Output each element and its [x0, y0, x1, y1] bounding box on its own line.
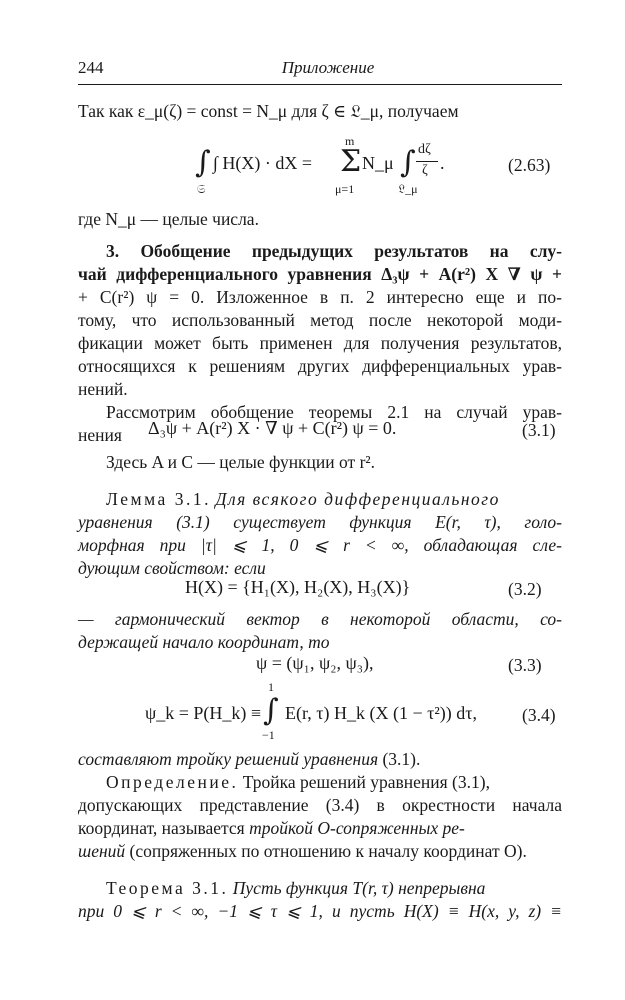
- paragraph-entire-functions: Здесь A и C — целые функции от r².: [106, 452, 376, 472]
- section-heading: 3. Обобщение предыдущих результатов на слу-: [106, 241, 562, 261]
- definition-line: Определение. Тройка решений уравнения (3.1),: [106, 772, 490, 792]
- equation-number: (3.1): [522, 420, 556, 440]
- integral-sign-2: ∫: [400, 145, 416, 180]
- sum-sign: Σ: [340, 144, 362, 179]
- equation-3-1: Δ₃ψ + A(r²) X · ∇ ψ + C(r²) ψ = 0.: [148, 418, 397, 438]
- equation-3-2: H(X) = {H₁(X), H₂(X), H₃(X)}: [185, 577, 411, 597]
- equation-number: (2.63): [508, 155, 551, 175]
- integral-sign: ∫: [195, 145, 211, 180]
- integral-lower-limit: 𝔖: [197, 182, 206, 196]
- equation-3-3: ψ = (ψ₁, ψ₂, ψ₃),: [256, 653, 374, 673]
- theorem-label: Теорема 3.1.: [106, 878, 229, 898]
- equation-number: (3.3): [508, 655, 542, 675]
- equation-number: (3.4): [522, 705, 556, 725]
- section-text-line: нений.: [78, 379, 128, 399]
- lemma-conclusion: составляют тройку решений уравнения (3.1).: [78, 749, 421, 769]
- section-text-line: относящихся к решениям других дифференциальных урав-: [78, 356, 562, 376]
- sum-upper-limit: m: [345, 134, 355, 148]
- theorem-line: при 0 ⩽ r < ∞, −1 ⩽ τ ⩽ 1, и пусть H(X) ≡ H(x, y, z) ≡: [78, 901, 562, 921]
- integral-lower-limit: −1: [262, 728, 275, 742]
- paragraph-generalization-cont: нения: [78, 425, 122, 445]
- lemma-label: Лемма 3.1.: [106, 489, 211, 509]
- equation-number: (3.2): [508, 579, 542, 599]
- paragraph-integers: где N_μ — целые числа.: [78, 209, 259, 229]
- lemma-line: морфная при |τ| ⩽ 1, 0 ⩽ r < ∞, обладающая сле-: [78, 535, 562, 555]
- fraction-bar: [416, 161, 438, 162]
- page-header: [78, 58, 562, 82]
- theorem-line: Теорема 3.1. Пусть функция T(r, τ) непрерывна: [106, 878, 486, 898]
- section-text-line: тому, что использованный метод после некоторой моди-: [78, 310, 562, 330]
- section-heading-cont: чай дифференциального уравнения Δ₃ψ + A(r²) X ∇ ψ +: [78, 264, 562, 284]
- lemma-line: уравнения (3.1) существует функция E(r, τ), голо-: [78, 512, 562, 532]
- header-rule: [78, 84, 562, 85]
- lemma-line: [106, 488, 562, 510]
- fraction-denominator: ζ: [422, 163, 428, 178]
- integral-upper-limit: 1: [268, 680, 274, 694]
- integral-sign: ∫: [263, 693, 279, 728]
- fraction-numerator: dζ: [418, 142, 431, 157]
- lemma-line: — гармонический вектор в некоторой области, со-: [78, 609, 562, 629]
- paragraph-intro: Так как ε_μ(ζ) = const = N_μ для ζ ∈ 𝔏_μ, получаем: [78, 101, 459, 121]
- definition-line: шений (сопряженных по отношению к началу координат O).: [78, 841, 527, 861]
- definition-label: Определение.: [106, 772, 239, 792]
- lemma-text: Для всякого дифференциального: [215, 489, 500, 509]
- equation-integrand: E(r, τ) H_k (X (1 − τ²)) dτ,: [285, 703, 477, 723]
- book-page: 244 Приложение Так как ε_μ(ζ) = const = N_μ для ζ ∈ 𝔏_μ, получаем ∫ 𝔖 ∫ H(X) · dX = m Σ μ=1 N_μ ∫ 𝔏_μ dζ ζ . (2.63) где N_μ — целые числа. 3. Обобщение предыдущих результатов на слу- чай дифференциального уравнения Δ₃ψ + A(r²) X ∇ ψ + + C(r²) ψ = 0. Изложенное в п. 2 интересно еще и по- тому, что использованный метод после некоторой моди- фикации может быть применен для получения результатов, относящихся к решениям других дифференциальных урав- нений. Рассмотрим обобщение теоремы 2.1 на случай урав- нения Δ₃ψ + A(r²) X · ∇ ψ + C(r²) ψ = 0. (3.1) Здесь A и C — целые функции от r². Лемма 3.1. Для всякого дифференциального уравнения (3.1) существует функция E(r, τ), голо- морфная при |τ| ⩽ 1, 0 ⩽ r < ∞, обладающая сле- дующим свойством: если H(X) = {H₁(X), H₂(X), H₃(X)} (3.2) — гармонический вектор в некоторой области, со- держащей начало координат, то ψ = (ψ₁, ψ₂, ψ₃), (3.3) ψ_k = P(H_k) ≡ 1 ∫ −1 E(r, τ) H_k (X (1 − τ²)) dτ, (3.4) составляют тройку решений уравнения (3.1). Определение. Тройка решений уравнения (3.1), допускающих представление (3.4) в окрестности начала координат, называется тройкой O-сопряженных ре- шений (сопряженных по отношению к началу координат O). Теорема 3.1. Пусть функция T(r, τ) непрерывна при 0 ⩽ r < ∞, −1 ⩽ τ ⩽ 1, и пусть H(X) ≡ H(x, y, z) ≡: [78, 58, 562, 921]
- equation-left-side: ψ_k = P(H_k) ≡: [145, 703, 262, 723]
- paragraph-generalization: Рассмотрим обобщение теоремы 2.1 на случай урав-: [106, 402, 562, 422]
- definition-line: допускающих представление (3.4) в окрестности начала: [78, 795, 562, 815]
- sum-lower-limit: μ=1: [335, 182, 355, 196]
- lemma-line: держащей начало координат, то: [78, 632, 330, 652]
- page-number: 244: [78, 58, 104, 77]
- equation-left-side: ∫ H(X) · dX =: [213, 153, 313, 173]
- section-text-line: + C(r²) ψ = 0. Изложенное в п. 2 интересно еще и по-: [78, 287, 562, 307]
- lemma-line: дующим свойством: если: [78, 558, 266, 578]
- sum-term: N_μ: [362, 153, 394, 173]
- defined-term: тройкой O-сопряженных ре-: [249, 818, 465, 838]
- running-title: Приложение: [281, 58, 375, 77]
- definition-line: координат, называется тройкой O-сопряженных ре-: [78, 818, 465, 838]
- integral-lower-limit-2: 𝔏_μ: [398, 182, 418, 196]
- section-text-line: фикации может быть применен для получения результатов,: [78, 333, 562, 353]
